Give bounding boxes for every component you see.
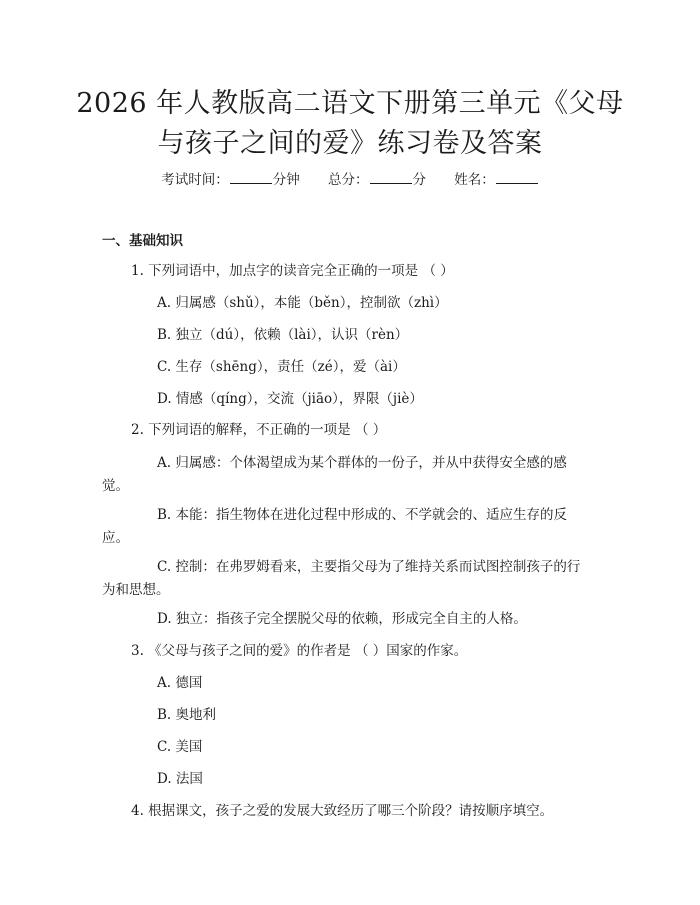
question-2-option-a-cont: 觉。 xyxy=(102,478,129,494)
question-2-option-c[interactable]: C. 控制：在弗罗姆看来，主要指父母为了维持关系而试图控制孩子的行 xyxy=(157,559,581,575)
exam-time-unit: 分钟 xyxy=(272,172,300,188)
question-2-option-a[interactable]: A. 归属感：个体渴望成为某个群体的一份子，并从中获得安全感的感 xyxy=(157,455,567,471)
student-name-blank[interactable] xyxy=(496,171,538,184)
question-1-option-c[interactable]: C. 生存（shēng），责任（zé），爱（ài） xyxy=(157,359,406,375)
question-1-option-b[interactable]: B. 独立（dú），依赖（lài），认识（rèn） xyxy=(157,327,409,343)
document-title xyxy=(60,84,640,164)
question-3-option-d[interactable]: D. 法国 xyxy=(157,771,203,787)
question-3-option-c[interactable]: C. 美国 xyxy=(157,739,203,755)
total-score-unit: 分 xyxy=(412,172,426,188)
question-3-stem: 3. 《父母与孩子之间的爱》的作者是 （ ）国家的作家。 xyxy=(131,643,468,659)
question-2-option-b-cont: 应。 xyxy=(102,530,129,546)
question-2-option-d[interactable]: D. 独立：指孩子完全摆脱父母的依赖，形成完全自主的人格。 xyxy=(157,611,527,627)
question-2-option-c-cont: 为和思想。 xyxy=(102,582,170,598)
question-1-option-d[interactable]: D. 情感（qíng），交流（jiāo），界限（jiè） xyxy=(157,391,423,407)
question-3-option-b[interactable]: B. 奥地利 xyxy=(157,707,217,723)
total-score-label: 总分： xyxy=(328,172,369,188)
total-score-blank[interactable] xyxy=(370,171,412,184)
question-3-option-a[interactable]: A. 德国 xyxy=(157,675,203,691)
student-name-label: 姓名： xyxy=(454,172,495,188)
question-4-stem: 4. 根据课文，孩子之爱的发展大致经历了哪三个阶段？请按顺序填空。 xyxy=(131,803,554,819)
section-heading: 一、基础知识 xyxy=(102,233,183,249)
question-2-stem: 2. 下列词语的解释，不正确的一项是 （ ） xyxy=(131,422,387,438)
question-2-option-b[interactable]: B. 本能：指生物体在进化过程中形成的、不学就会的、适应生存的反 xyxy=(157,507,568,523)
total-score-field xyxy=(328,172,426,188)
exam-time-field xyxy=(161,172,300,188)
student-name-field xyxy=(454,172,539,188)
exam-meta-row xyxy=(0,168,700,188)
exam-time-label: 考试时间： xyxy=(161,172,229,188)
title-line-2: 与孩子之间的爱》练习卷及答案 xyxy=(157,128,543,159)
question-1-option-a[interactable]: A. 归属感（shǔ），本能（běn），控制欲（zhì） xyxy=(157,295,448,311)
title-line-1: 2026 年人教版高二语文下册第三单元《父母 xyxy=(76,88,624,119)
exam-time-blank[interactable] xyxy=(230,171,272,184)
question-1-stem: 1. 下列词语中，加点字的读音完全正确的一项是 （ ） xyxy=(131,263,454,279)
